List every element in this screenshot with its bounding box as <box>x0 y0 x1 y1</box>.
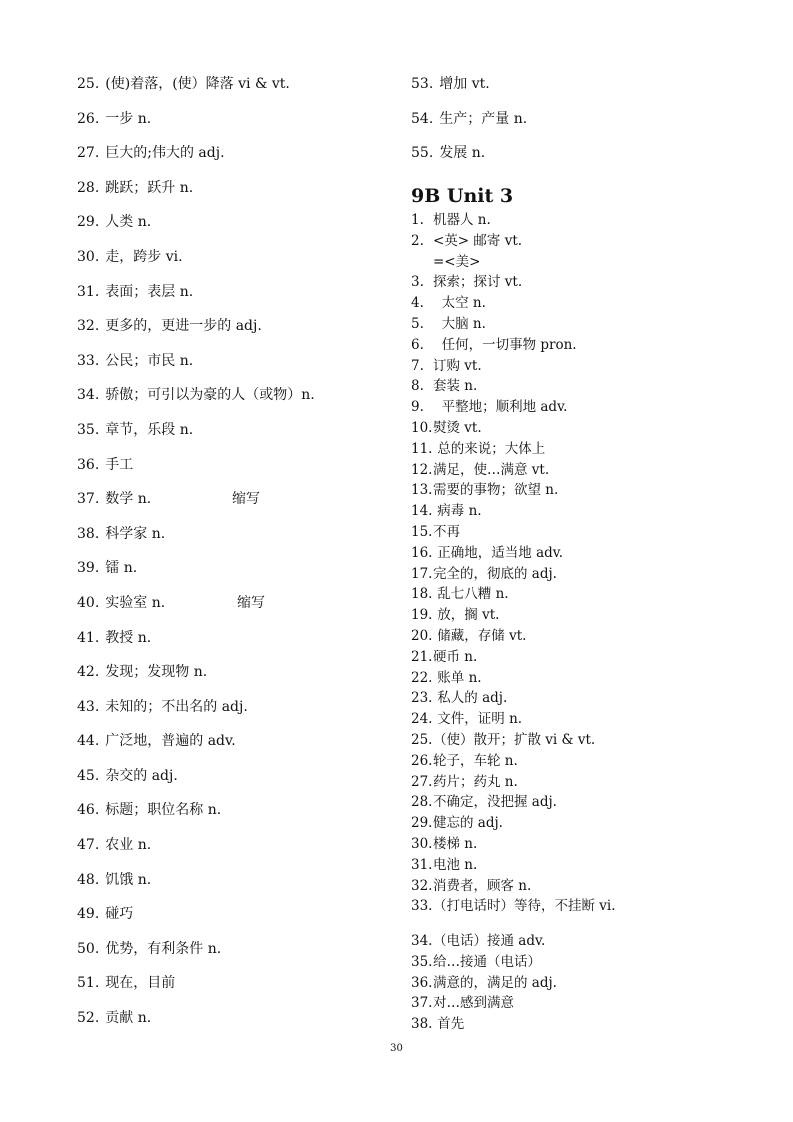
item-definition: 乱七八糟 n. <box>433 586 509 603</box>
item-number: 7. <box>411 357 424 374</box>
item-number: 34. <box>411 933 433 950</box>
list-item <box>411 973 781 994</box>
list-item <box>77 178 397 213</box>
list-item <box>411 293 781 314</box>
item-definition: 机器人 n. <box>433 212 491 228</box>
item-definition: 给…接通（电话） <box>433 953 541 970</box>
item-definition: 发展 n. <box>439 145 486 162</box>
item-definition: 楼梯 n. <box>433 835 478 852</box>
item-number: 24. <box>411 711 433 728</box>
list-item <box>411 751 781 772</box>
item-definition: 放，搁 vt. <box>433 607 500 624</box>
item-definition: 手工 <box>105 456 134 473</box>
item-definition: 药片；药丸 n. <box>433 773 518 790</box>
list-item <box>411 709 781 730</box>
item-definition: 更多的，更进一步的 adj. <box>105 318 262 335</box>
list-item <box>411 647 781 668</box>
list-item <box>411 356 781 377</box>
item-definition: 增加 vt. <box>439 76 490 92</box>
item-number: 38. <box>77 525 100 542</box>
item-number: 28. <box>77 179 100 196</box>
item-number: 27. <box>411 773 433 790</box>
item-definition: （电话）接通 adv. <box>433 933 546 950</box>
item-definition: 走，跨步 vi. <box>105 248 183 265</box>
item-definition: 总的来说；大体上 <box>433 440 546 457</box>
item-number: 30. <box>77 248 100 265</box>
item-definition: 消费者，顾客 n. <box>433 877 532 894</box>
item-number: 28. <box>411 794 433 811</box>
list-item <box>77 628 397 663</box>
item-number: 25. <box>77 76 100 92</box>
list-item <box>77 109 397 144</box>
item-definition: 一步 n. <box>105 110 152 127</box>
item-number: 22. <box>411 669 433 686</box>
list-item <box>411 439 781 460</box>
item-number: 6. <box>411 336 424 353</box>
item-definition: 任何，一切事物 pron. <box>433 336 577 353</box>
list-item <box>77 766 397 801</box>
item-number: 9. <box>411 399 424 416</box>
item-number: 16. <box>411 544 433 561</box>
page-number: 30 <box>390 1043 403 1054</box>
list-item <box>77 904 397 939</box>
item-definition: （使）散开；扩散 vi & vt. <box>433 731 596 748</box>
item-number: 53. <box>411 76 434 92</box>
item-number: 33. <box>411 898 433 915</box>
item-number: 44. <box>77 733 100 750</box>
list-item <box>77 74 397 109</box>
item-number: 55. <box>411 145 434 162</box>
item-definition: 镭 n. <box>105 560 138 577</box>
unit-heading: 9B Unit 3 <box>411 185 514 207</box>
item-definition: 教授 n. <box>105 629 152 646</box>
item-definition: 贡献 n. <box>105 1010 152 1027</box>
list-item <box>77 489 397 524</box>
item-number: 8. <box>411 378 424 395</box>
item-number: 36. <box>77 456 100 473</box>
list-item <box>411 564 781 585</box>
item-definition: 对…感到满意 <box>433 995 514 1012</box>
list-item <box>411 480 781 501</box>
list-item <box>411 1014 781 1035</box>
item-number: 29. <box>411 815 433 832</box>
item-definition: 太空 n. <box>433 295 486 312</box>
item-number: 35. <box>77 421 100 438</box>
item-number: 23. <box>411 690 433 707</box>
list-item <box>77 558 397 593</box>
item-definition: 轮子，车轮 n. <box>433 752 518 769</box>
list-item <box>411 272 781 293</box>
item-number: 19. <box>411 607 433 624</box>
item-number: 32. <box>77 318 100 335</box>
item-definition: 标题；职位名称 n. <box>105 802 222 819</box>
item-definition: 正确地，适当地 adv. <box>433 544 564 561</box>
item-definition: 人类 n. <box>105 214 152 231</box>
list-item <box>411 210 781 231</box>
list-item <box>77 731 397 766</box>
item-definition: 数学 n. <box>105 491 152 508</box>
item-definition: 杂交的 adj. <box>105 767 178 784</box>
list-item <box>411 813 781 834</box>
item-number: 37. <box>411 995 433 1012</box>
item-number: 18. <box>411 586 433 603</box>
item-definition: (使)着落，(使）降落 vi & vt. <box>105 76 290 92</box>
list-item <box>411 584 781 605</box>
unit-3-word-list <box>411 210 781 1035</box>
item-definition: 广泛地，普遍的 adv. <box>105 733 236 750</box>
item-number: 36. <box>411 974 433 991</box>
abbreviation-note: 缩写 <box>237 594 265 611</box>
left-column-word-list <box>77 74 397 1043</box>
item-number: 20. <box>411 627 433 644</box>
item-number: 5. <box>411 315 424 332</box>
item-definition: 表面；表层 n. <box>105 283 194 300</box>
abbreviation-note: 缩写 <box>232 491 260 508</box>
item-number: 21. <box>411 648 433 665</box>
item-definition: 公民；市民 n. <box>105 352 194 369</box>
item-definition: 套装 n. <box>433 378 478 395</box>
list-item <box>411 376 781 397</box>
item-definition: 生产；产量 n. <box>439 110 528 127</box>
item-number: 52. <box>77 1010 100 1027</box>
item-definition: 私人的 adj. <box>433 690 508 707</box>
list-item <box>411 626 781 647</box>
item-number: 29. <box>77 214 100 231</box>
item-definition: 电池 n. <box>433 856 478 873</box>
list-item <box>411 605 781 626</box>
list-item <box>77 1008 397 1043</box>
item-number: 33. <box>77 352 100 369</box>
list-item <box>411 522 781 543</box>
item-number: 38. <box>411 1016 433 1033</box>
list-item <box>411 834 781 855</box>
list-item <box>77 420 397 455</box>
item-number: 48. <box>77 871 100 888</box>
item-definition: 巨大的;伟大的 adj. <box>105 145 225 162</box>
list-item <box>77 143 397 178</box>
item-number: 45. <box>77 767 100 784</box>
item-number: 43. <box>77 698 100 715</box>
item-number: 12. <box>411 461 433 478</box>
list-item <box>411 876 781 897</box>
item-number: 11. <box>411 440 433 457</box>
item-definition: 骄傲；可引以为豪的人（或物）n. <box>105 387 315 404</box>
item-number: 46. <box>77 802 100 819</box>
list-item <box>77 870 397 905</box>
item-number: 35. <box>411 953 433 970</box>
list-item <box>411 314 781 335</box>
item-definition: （打电话时）等待，不挂断 vi. <box>433 898 616 915</box>
list-item <box>411 730 781 751</box>
item-number: 34. <box>77 387 100 404</box>
item-number: 51. <box>77 975 100 992</box>
item-definition: 不确定，没把握 adj. <box>433 794 557 811</box>
item-definition: 平整地；顺利地 adv. <box>433 399 568 416</box>
item-definition: 满足，使…满意 vt. <box>433 461 550 478</box>
list-item <box>77 524 397 559</box>
item-definition: 农业 n. <box>105 837 152 854</box>
item-definition: 跳跃；跃升 n. <box>105 179 194 196</box>
list-item <box>411 109 781 144</box>
list-item <box>77 800 397 835</box>
list-item <box>411 397 781 418</box>
item-number: 26. <box>411 752 433 769</box>
list-item <box>77 593 397 628</box>
item-number: 32. <box>411 877 433 894</box>
item-definition: 优势，有利条件 n. <box>105 940 222 957</box>
item-number: 1. <box>411 212 424 228</box>
item-number: 50. <box>77 940 100 957</box>
list-item <box>77 973 397 1008</box>
item-number: 25. <box>411 731 433 748</box>
item-definition: 订购 vt. <box>433 357 482 374</box>
item-number: 49. <box>77 906 100 923</box>
list-item <box>411 74 781 109</box>
list-item <box>411 772 781 793</box>
item-sub-definition: =<美> <box>433 253 481 270</box>
item-number: 2. <box>411 232 424 249</box>
item-number: 15. <box>411 523 433 540</box>
item-definition: 现在，目前 <box>105 975 176 992</box>
list-item <box>77 697 397 732</box>
item-number: 27. <box>77 145 100 162</box>
list-item <box>411 543 781 564</box>
item-number: 4. <box>411 295 424 312</box>
item-number: 26. <box>77 110 100 127</box>
item-definition: 实验室 n. <box>105 594 166 611</box>
item-number: 13. <box>411 482 433 499</box>
list-item <box>77 247 397 282</box>
item-definition: 章节，乐段 n. <box>105 421 194 438</box>
list-item <box>77 385 397 420</box>
item-number: 42. <box>77 664 100 681</box>
list-item <box>411 993 781 1014</box>
item-number: 31. <box>77 283 100 300</box>
list-item <box>77 316 397 351</box>
item-number: 14. <box>411 503 433 520</box>
list-item <box>411 335 781 356</box>
item-number: 41. <box>77 629 100 646</box>
item-definition: <英> 邮寄 vt. <box>433 232 523 249</box>
list-item <box>411 792 781 813</box>
item-number: 17. <box>411 565 433 582</box>
item-number: 3. <box>411 274 424 291</box>
item-number: 10. <box>411 419 433 436</box>
right-column-word-list <box>411 74 781 178</box>
item-definition: 大脑 n. <box>433 315 486 332</box>
item-definition: 熨烫 vt. <box>433 419 482 436</box>
item-definition: 发现；发现物 n. <box>105 664 208 681</box>
item-number: 54. <box>411 110 434 127</box>
list-item <box>411 231 781 273</box>
list-item <box>411 855 781 876</box>
list-item <box>77 939 397 974</box>
list-item <box>411 688 781 709</box>
item-definition: 储藏，存储 vt. <box>433 627 527 644</box>
item-number: 37. <box>77 491 100 508</box>
list-item <box>411 501 781 522</box>
item-number: 40. <box>77 594 100 611</box>
list-item <box>77 212 397 247</box>
list-item <box>411 896 781 917</box>
item-definition: 满意的，满足的 adj. <box>433 974 557 991</box>
list-item <box>411 668 781 689</box>
list-item <box>77 455 397 490</box>
item-definition: 饥饿 n. <box>105 871 152 888</box>
list-item <box>411 931 781 952</box>
item-definition: 健忘的 adj. <box>433 815 503 832</box>
list-item <box>411 952 781 973</box>
list-item <box>411 460 781 481</box>
item-definition: 完全的，彻底的 adj. <box>433 565 557 582</box>
item-definition: 首先 <box>433 1016 465 1033</box>
item-definition: 未知的；不出名的 adj. <box>105 698 248 715</box>
item-number: 47. <box>77 837 100 854</box>
list-item <box>77 835 397 870</box>
item-definition: 病毒 n. <box>433 503 482 520</box>
item-definition: 不再 <box>433 523 460 540</box>
spacer <box>411 917 781 931</box>
item-definition: 探索；探讨 vt. <box>433 274 523 291</box>
list-item <box>411 143 781 178</box>
item-definition: 账单 n. <box>433 669 482 686</box>
list-item <box>411 418 781 439</box>
list-item <box>77 351 397 386</box>
item-number: 39. <box>77 560 100 577</box>
list-item <box>77 282 397 317</box>
item-number: 30. <box>411 835 433 852</box>
item-definition: 科学家 n. <box>105 525 166 542</box>
list-item <box>77 662 397 697</box>
item-definition: 文件，证明 n. <box>433 711 523 728</box>
item-number: 31. <box>411 856 433 873</box>
item-definition: 碰巧 <box>105 906 134 923</box>
item-definition: 需要的事物；欲望 n. <box>433 482 559 499</box>
item-definition: 硬币 n. <box>433 648 478 665</box>
